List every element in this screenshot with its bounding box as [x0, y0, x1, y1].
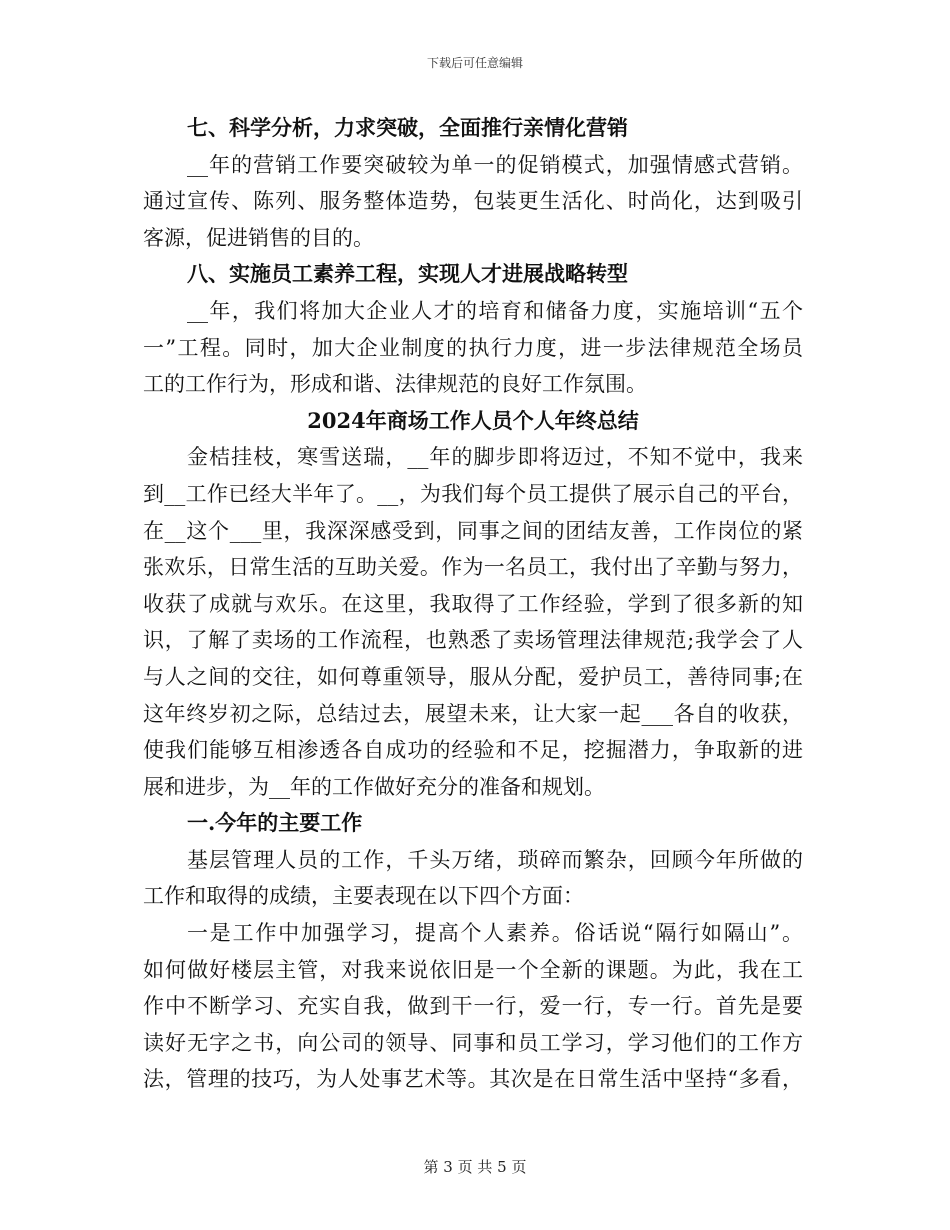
paragraph-line: 读好无字之书，向公司的领导、同事和员工学习，学习他们的工作方 — [143, 1030, 803, 1055]
paragraph-line: 基层管理人员的工作，千头万绪，琐碎而繁杂，回顾今年所做的 — [187, 847, 803, 872]
paragraph-line: __年，我们将加大企业人才的培育和储备力度，实施培训“五个 — [187, 298, 803, 323]
paragraph-line: 客源，促进销售的目的。 — [143, 225, 374, 250]
article-title: 2024年商场工作人员个人年终总结 — [307, 407, 639, 433]
paragraph-line: __年的营销工作要突破较为单一的促销模式，加强情感式营销。 — [187, 152, 803, 177]
section-heading: 七、科学分析，力求突破，全面推行亲情化营销 — [187, 115, 628, 140]
paragraph-line: 张欢乐，日常生活的互助关爱。作为一名员工，我付出了辛勤与努力， — [143, 555, 803, 580]
paragraph-line: 通过宣传、陈列、服务整体造势，包装更生活化、时尚化，达到吸引 — [143, 189, 803, 214]
paragraph-line: 这年终岁初之际，总结过去，展望未来，让大家一起___各自的收获， — [143, 701, 803, 726]
paragraph-line: 工的工作行为，形成和谐、法律规范的良好工作氛围。 — [143, 372, 647, 397]
paragraph-line: 法，管理的技巧，为人处事艺术等。其次是在日常生活中坚持“多看， — [143, 1067, 803, 1092]
document-body — [143, 110, 803, 1098]
paragraph-line: 一是工作中加强学习，提高个人素养。俗话说“隔行如隔山”。 — [187, 921, 803, 946]
paragraph-line: 使我们能够互相渗透各自成功的经验和不足，挖掘潜力，争取新的进 — [143, 738, 803, 763]
paragraph-line: 识，了解了卖场的工作流程，也熟悉了卖场管理法律规范;我学会了人 — [143, 628, 803, 653]
paragraph-line: 一”工程。同时，加大企业制度的执行力度，进一步法律规范全场员 — [143, 335, 803, 360]
section-heading: 一.今年的主要工作 — [187, 810, 363, 836]
page-number: 第 3 页 共 5 页 — [423, 1158, 527, 1176]
section-heading: 八、实施员工素养工程，实现人才进展战略转型 — [187, 261, 628, 287]
paragraph-line: 如何做好楼层主管，对我来说依旧是一个全新的课题。为此，我在工 — [143, 957, 803, 982]
paragraph-line: 作中不断学习、充实自我，做到干一行，爱一行，专一行。首先是要 — [143, 994, 803, 1019]
paragraph-line: 到__工作已经大半年了。__，为我们每个员工提供了展示自己的平台， — [143, 481, 803, 506]
paragraph-line: 展和进步，为__年的工作做好充分的准备和规划。 — [143, 774, 605, 799]
header-note: 下载后可任意编辑 — [426, 56, 523, 70]
paragraph-line: 金桔挂枝，寒雪送瑞，__年的脚步即将迈过，不知不觉中，我来 — [187, 445, 803, 470]
paragraph-line: 工作和取得的成绩，主要表现在以下四个方面： — [143, 884, 584, 909]
paragraph-line: 收获了成就与欢乐。在这里，我取得了工作经验，学到了很多新的知 — [143, 591, 803, 616]
paragraph-line: 在__这个___里，我深深感受到，同事之间的团结友善，工作岗位的紧 — [143, 518, 803, 543]
paragraph-line: 与人之间的交往，如何尊重领导，服从分配，爱护员工，善待同事;在 — [143, 664, 803, 689]
